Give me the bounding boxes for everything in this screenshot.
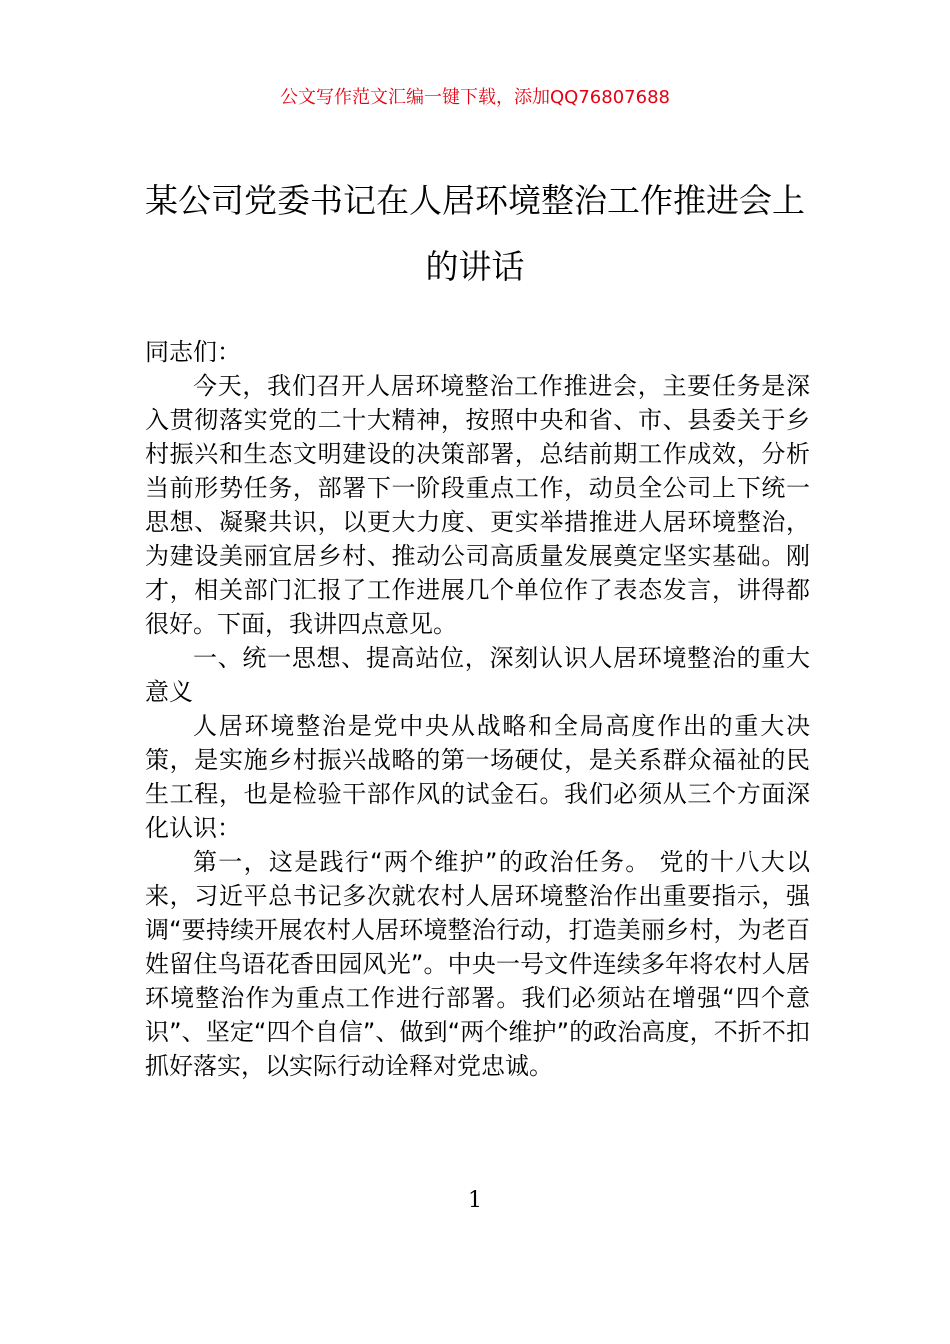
paragraph-intro: 今天，我们召开人居环境整治工作推进会，主要任务是深入贯彻落实党的二十大精神，按照中央和省、市、县委关于乡村振兴和生态文明建设的决策部署，总结前期工作成效，分析当前形势任务，部署下一阶段重点工作，动员全公司上下统一思想、凝聚共识，以更大力度、更实举措推进人居环境整治，为建设美丽宜居乡村、推动公司高质量发展奠定坚实基础。刚才，相关部门汇报了工作进展几个单位作了表态发言，讲得都很好。下面，我讲四点意见。 (145, 372, 810, 638)
paragraph-significance: 人居环境整治是党中央从战略和全局高度作出的重大决策，是实施乡村振兴战略的第一场硬仗，是关系群众福祉的民生工程，也是检验干部作风的试金石。我们必须从三个方面深化认识： (145, 712, 810, 842)
section-heading-one: 一、统一思想、提高站位，深刻认识人居环境整治的重大意义 (145, 644, 810, 706)
page-number: 1 (468, 1188, 482, 1213)
document-title: 某公司党委书记在人居环境整治工作推进会上的讲话 (145, 181, 805, 286)
salutation: 同志们： (145, 338, 241, 366)
download-notice: 公文写作范文汇编一键下载，添加QQ76807688 (280, 87, 670, 108)
document-body (145, 335, 810, 1083)
paragraph-first-point: 第一，这是践行“两个维护”的政治任务。 党的十八大以来，习近平总书记多次就农村人居环境整治作出重要指示，强调“要持续开展农村人居环境整治行动，打造美丽乡村，为老百姓留住鸟语花香田园风光”。中央一号文件连续多年将农村人居环境整治作为重点工作进行部署。我们必须站在增强“四个意识”、坚定“四个自信”、做到“两个维护”的政治高度，不折不扣抓好落实，以实际行动诠释对党忠诚。 (145, 848, 810, 1080)
